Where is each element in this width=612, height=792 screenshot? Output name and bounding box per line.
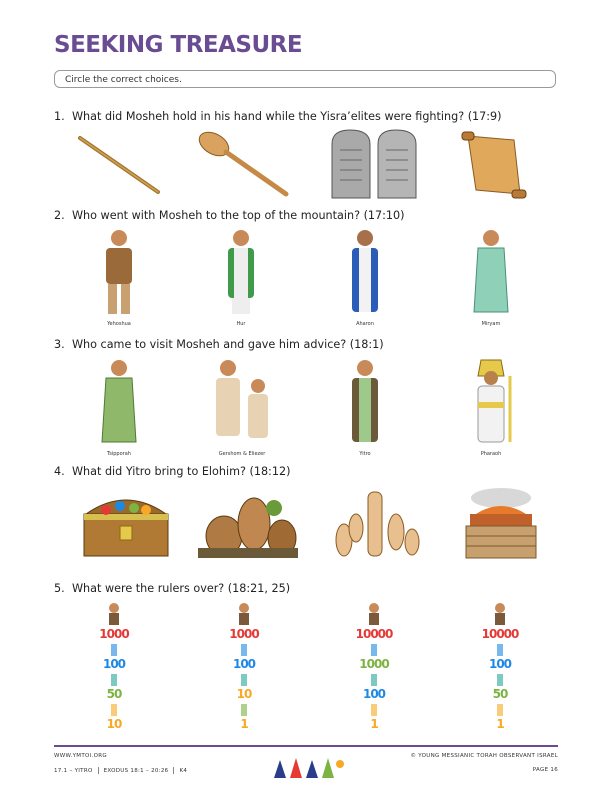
number-label: 1 (496, 717, 504, 731)
question-5-options (54, 600, 558, 740)
footer-reference: EXODUS 18:1 – 20:26 (103, 768, 169, 774)
question-4-options (54, 482, 558, 562)
wooden-spoon-icon[interactable] (194, 130, 294, 198)
question-1 (54, 110, 502, 123)
question-number: 4. (54, 465, 65, 478)
question-2-options (54, 226, 558, 330)
option-label: Hur (236, 321, 246, 327)
person-icon (330, 356, 400, 448)
number-label: 1000 (99, 627, 129, 641)
footer-portion: 17.1 – YITRO (54, 768, 93, 774)
answer-option[interactable] (206, 226, 276, 330)
staff-icon[interactable] (74, 132, 164, 196)
person-icon (84, 356, 154, 448)
question-text: Who came to visit Mosheh and gave him advice? (18:1) (72, 338, 384, 351)
scroll-icon[interactable] (454, 130, 534, 200)
two-people-icon (202, 356, 282, 448)
question-text: What did Mosheh hold in his hand while the Yisra’elites were fighting? (17:9) (72, 110, 502, 123)
question-5 (54, 582, 290, 595)
question-3 (54, 338, 384, 351)
stone-tablets-icon[interactable] (326, 128, 426, 200)
question-text: What were the rulers over? (18:21, 25) (72, 582, 291, 595)
option-label: Miryam (481, 321, 501, 327)
number-label: 1000 (359, 657, 389, 671)
footer-grade: K4 (179, 768, 188, 774)
answer-option[interactable] (84, 356, 154, 460)
altar-icon[interactable] (456, 484, 546, 560)
answer-option[interactable] (456, 226, 526, 330)
question-text: Who went with Mosheh to the top of the mountain? (17:10) (72, 209, 405, 222)
answer-option[interactable] (330, 356, 400, 460)
footer-info (54, 767, 187, 774)
footer-copyright: © YOUNG MESSIANIC TORAH OBSERVANT ISRAEL (410, 753, 558, 759)
ruler-chain-option-3[interactable] (342, 600, 406, 738)
answer-option[interactable] (202, 356, 282, 460)
question-number: 2. (54, 209, 65, 222)
instructions-box: Circle the correct choices. (54, 70, 556, 88)
ruler-chain-option-1[interactable] (84, 600, 144, 738)
question-3-options (54, 356, 558, 460)
question-1-options (54, 128, 558, 200)
number-label: 10000 (355, 627, 393, 641)
number-label: 100 (232, 657, 256, 671)
option-label: Yitro (359, 451, 371, 457)
logo-icon (270, 754, 346, 780)
pottery-icon[interactable] (194, 486, 304, 560)
question-number: 5. (54, 582, 65, 595)
number-label: 100 (102, 657, 126, 671)
number-label: 10 (106, 717, 122, 731)
option-label: Tsipporah (107, 451, 131, 457)
option-label: Aharon (356, 321, 374, 327)
person-icon (456, 226, 526, 318)
answer-option[interactable] (330, 226, 400, 330)
number-label: 10000 (481, 627, 519, 641)
answer-option[interactable] (456, 356, 526, 460)
question-number: 1. (54, 110, 65, 123)
number-label: 50 (492, 687, 508, 701)
answer-option[interactable] (84, 226, 154, 330)
person-icon (330, 226, 400, 318)
person-icon (84, 226, 154, 318)
pharaoh-icon (456, 356, 526, 448)
footer-page-number: PAGE 16 (532, 767, 558, 773)
number-label: 1000 (229, 627, 259, 641)
ruler-chain-option-2[interactable] (214, 600, 274, 738)
number-label: 1 (240, 717, 248, 731)
option-label: Yehoshua (107, 321, 131, 327)
person-icon (206, 226, 276, 318)
page-title: SEEKING TREASURE (54, 32, 303, 58)
option-label: Gershom & Eliezer (218, 451, 266, 457)
footer-divider (54, 745, 558, 747)
question-text: What did Yitro bring to Elohim? (18:12) (72, 465, 291, 478)
ruler-chain-option-4[interactable] (468, 600, 532, 738)
footer-website[interactable]: WWW.YMTOI.ORG (54, 753, 107, 759)
question-number: 3. (54, 338, 65, 351)
number-label: 1 (370, 717, 378, 731)
question-4 (54, 465, 290, 478)
idols-icon[interactable] (326, 484, 426, 560)
question-2 (54, 209, 405, 222)
number-label: 10 (236, 687, 252, 701)
number-label: 100 (362, 687, 386, 701)
treasure-chest-icon[interactable] (76, 486, 176, 560)
option-label: Pharaoh (480, 451, 502, 457)
number-label: 100 (488, 657, 512, 671)
number-label: 50 (106, 687, 122, 701)
